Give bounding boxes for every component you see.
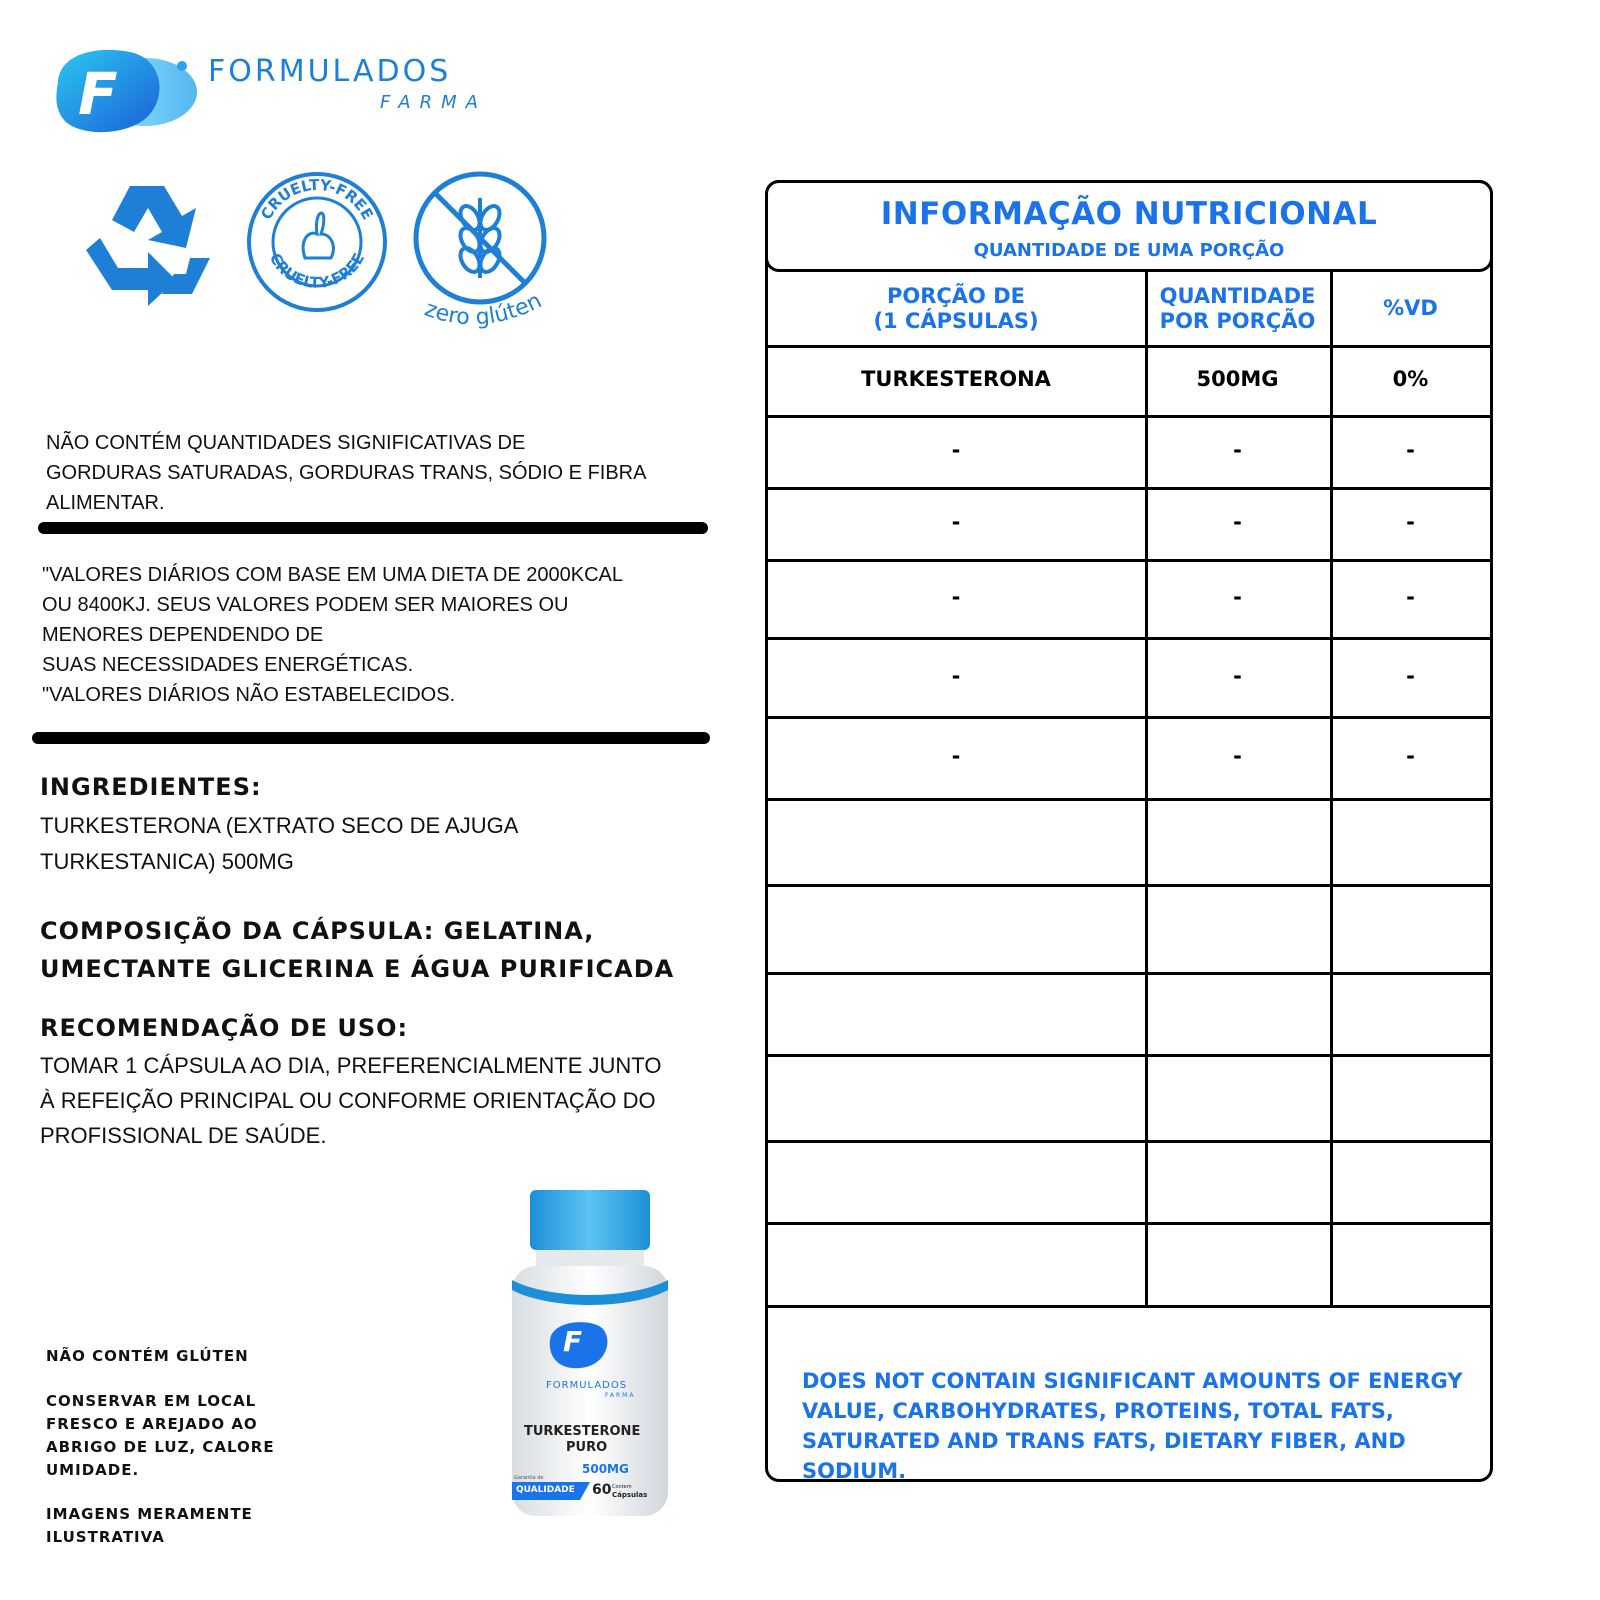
ingredients-text: TURKESTERONA (EXTRATO SECO DE AJUGA TURKESTANICA) 500MG — [40, 813, 518, 874]
table-row-divider — [767, 559, 1491, 562]
table-cell: - — [951, 744, 961, 768]
table-cell: - — [1406, 585, 1415, 609]
brand-sub: FARMA — [380, 92, 487, 113]
divider-1 — [38, 522, 708, 534]
table-row-divider — [767, 1140, 1491, 1143]
table-cell: - — [951, 510, 961, 534]
table-header-cell: QUANTIDADE POR PORÇÃO — [1159, 283, 1316, 333]
nutrition-subtitle: QUANTIDADE DE UMA PORÇÃO — [973, 240, 1285, 261]
bottle-count: 60 — [592, 1482, 612, 1498]
brand-logo-icon — [50, 42, 200, 142]
bottle-count-label1: Contem — [612, 1484, 632, 1490]
table-row-divider — [767, 637, 1491, 640]
daily-values-line: MENORES DEPENDENDO DE — [42, 624, 324, 646]
table-row-divider — [767, 716, 1491, 719]
recycle-badge — [78, 170, 228, 320]
bottle-logo-letter: F — [563, 1325, 583, 1358]
table-header-cell: %VD — [1383, 296, 1438, 320]
ingredients-heading: INGREDIENTES: — [40, 773, 262, 801]
zero-gluten-badge — [410, 170, 560, 345]
nutrient-notice: NÃO CONTÉM QUANTIDADES SIGNIFICATIVAS DE GORDURAS SATURADAS, GORDURAS TRANS, SÓDIO E FIBRA ALIMENTAR. — [46, 432, 646, 514]
nutrition-footer-note: DOES NOT CONTAIN SIGNIFICANT AMOUNTS OF ENERGY VALUE, CARBOHYDRATES, PROTEINS, TOTAL FATS, SATURATED AND TRANS FATS, DIETARY FIBER, AND SODIUM. — [802, 1369, 1463, 1483]
nutrition-title: INFORMAÇÃO NUTRICIONAL — [880, 196, 1378, 232]
svg-text:CRUELTY-FREE — [266, 250, 368, 292]
brand-name: FORMULADOS — [208, 54, 452, 89]
table-cell: - — [1406, 438, 1415, 462]
product-bottle — [510, 1190, 670, 1520]
image-note: IMAGENS MERAMENTE ILUSTRATIVA — [46, 1505, 253, 1546]
table-row-divider — [767, 798, 1491, 801]
bottle-count-label2: Cápsulas — [612, 1491, 648, 1499]
table-header-cell: PORÇÃO DE (1 CÁPSULAS) — [873, 283, 1039, 333]
gluten-note: NÃO CONTÉM GLÚTEN — [46, 1347, 249, 1365]
table-cell: - — [1406, 744, 1415, 768]
table-row-divider — [767, 1305, 1491, 1308]
table-row-divider — [767, 884, 1491, 887]
brand-letter: F — [78, 60, 118, 128]
rabbit-icon — [245, 170, 390, 315]
cruelty-free-badge — [245, 170, 395, 320]
table-cell: - — [1233, 510, 1242, 534]
recommendation-heading: RECOMENDAÇÃO DE USO: — [40, 1014, 409, 1042]
wheat-icon — [410, 170, 560, 345]
table-cell: - — [951, 438, 961, 462]
table-cell: TURKESTERONA — [861, 367, 1051, 391]
divider-2 — [32, 732, 710, 744]
bottle-product: TURKESTERONE — [524, 1424, 641, 1439]
table-cell: - — [1406, 510, 1415, 534]
daily-values-note — [42, 560, 682, 710]
table-row-divider — [767, 345, 1491, 348]
table-cell: - — [1233, 585, 1242, 609]
table-column-divider — [1145, 272, 1148, 1305]
table-row-divider — [767, 1222, 1491, 1225]
storage-note: CONSERVAR EM LOCAL FRESCO E AREJADO AO ABRIGO DE LUZ, CALORE UMIDADE. — [46, 1392, 275, 1479]
bottle-brand-sub: FARMA — [605, 1392, 636, 1399]
table-cell: 500MG — [1196, 367, 1279, 391]
table-row-divider — [767, 972, 1491, 975]
recycle-icon — [78, 170, 218, 310]
table-row-divider — [767, 1054, 1491, 1057]
table-row-divider — [767, 487, 1491, 490]
bottle-brand: FORMULADOS — [546, 1380, 628, 1391]
table-row-divider — [767, 415, 1491, 418]
daily-values-line: SUAS NECESSIDADES ENERGÉTICAS. — [42, 654, 414, 676]
daily-values-line: "VALORES DIÁRIOS NÃO ESTABELECIDOS. — [42, 684, 456, 706]
daily-values-line: OU 8400KJ. SEUS VALORES PODEM SER MAIORES OU — [42, 594, 569, 616]
cruelty-text-top: CRUELTY-FREE — [257, 175, 377, 223]
bottle-dose: 500MG — [582, 1462, 629, 1476]
bottle-product-line2: PURO — [566, 1440, 608, 1455]
table-cell: 0% — [1392, 367, 1429, 391]
capsule-composition: COMPOSIÇÃO DA CÁPSULA: GELATINA, UMECTANTE GLICERINA E ÁGUA PURIFICADA — [40, 917, 675, 983]
zero-gluten-text: zero glúten — [421, 288, 546, 331]
table-cell: - — [951, 585, 961, 609]
table-cell: - — [1233, 438, 1242, 462]
table-cell: - — [1233, 744, 1242, 768]
svg-text:zero glúten — [421, 288, 546, 330]
table-cell: - — [1406, 663, 1415, 688]
table-cell: - — [951, 663, 961, 688]
bottle-quality: QUALIDADE — [516, 1485, 575, 1495]
bottle-quality-small: Garantia de — [514, 1475, 544, 1481]
table-column-divider — [1330, 272, 1333, 1305]
brand-logo — [50, 42, 510, 142]
recommendation-text: TOMAR 1 CÁPSULA AO DIA, PREFERENCIALMENTE JUNTO À REFEIÇÃO PRINCIPAL OU CONFORME ORIENTAÇÃO DO PROFISSIONAL DE SAÚDE. — [40, 1053, 662, 1148]
table-cell: - — [1233, 663, 1242, 688]
cruelty-text-bottom: CRUELTY-FREE — [265, 250, 369, 292]
daily-values-line: "VALORES DIÁRIOS COM BASE EM UMA DIETA DE 2000KCAL — [42, 564, 623, 586]
